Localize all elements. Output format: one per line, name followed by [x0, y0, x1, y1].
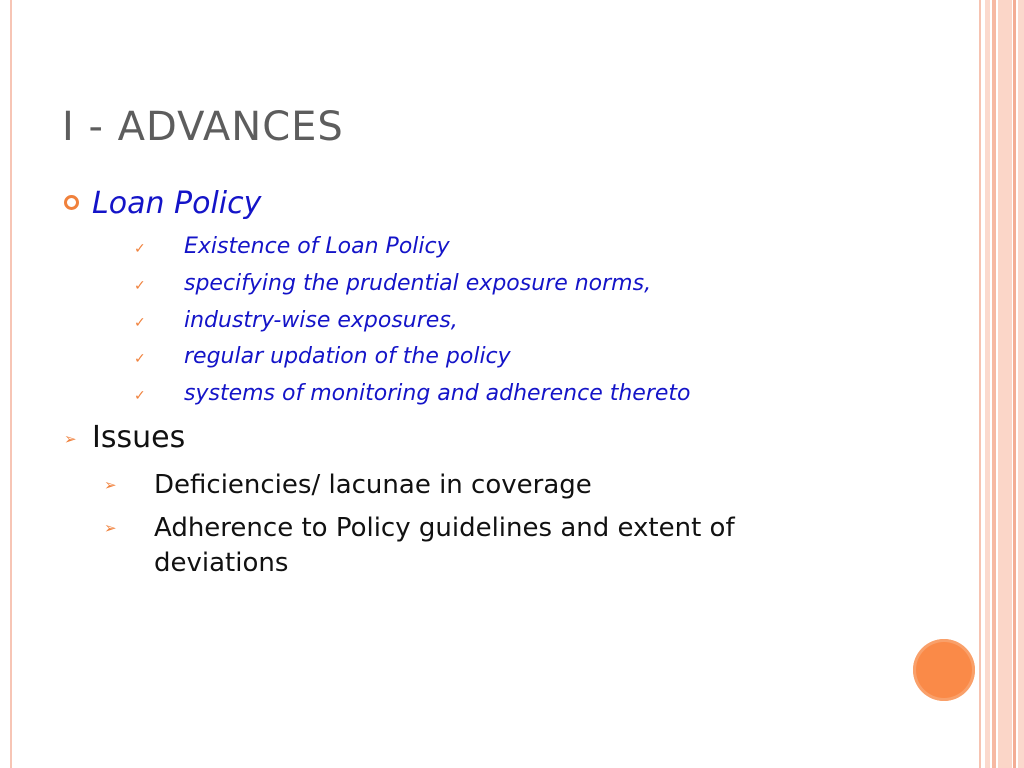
list-item-label: systems of monitoring and adherence thereto — [184, 381, 691, 406]
right-stripe — [979, 0, 981, 768]
checkmark-icon: ✓ — [134, 388, 146, 404]
arrow-bullet-icon: ➢ — [104, 519, 117, 537]
section-heading-label: Issues — [92, 420, 186, 455]
list-item — [134, 344, 511, 369]
section-heading-label: Loan Policy — [92, 186, 262, 221]
list-item-label: specifying the prudential exposure norms, — [184, 271, 652, 296]
list-item-label: regular updation of the policy — [184, 344, 511, 369]
decorative-circle — [913, 639, 975, 701]
checkmark-icon: ✓ — [134, 278, 146, 294]
right-stripe — [985, 0, 990, 768]
checkmark-icon: ✓ — [134, 351, 146, 367]
list-item — [134, 271, 651, 296]
list-item — [104, 468, 854, 503]
list-item — [134, 381, 691, 406]
section-heading-loan-policy — [62, 186, 261, 221]
list-item — [134, 234, 450, 259]
right-stripe — [992, 0, 996, 768]
list-item-label: Adherence to Policy guidelines and extent of deviations — [154, 513, 735, 578]
slide-title: I - ADVANCES — [62, 104, 344, 150]
left-border-line — [10, 0, 12, 768]
arrow-bullet-icon: ➢ — [104, 476, 117, 494]
right-stripe — [1013, 0, 1016, 768]
list-item — [134, 308, 458, 333]
list-item-label: Existence of Loan Policy — [184, 234, 450, 259]
list-item-label: Deficiencies/ lacunae in coverage — [154, 470, 592, 500]
list-item — [104, 511, 834, 581]
checkmark-icon: ✓ — [134, 315, 146, 331]
section-heading-issues — [62, 420, 185, 455]
arrow-bullet-icon: ➢ — [64, 430, 77, 448]
checkmark-icon: ✓ — [134, 241, 146, 257]
ring-bullet-icon — [64, 195, 79, 210]
list-item-label: industry-wise exposures, — [184, 308, 458, 333]
right-stripe — [998, 0, 1012, 768]
right-stripe — [1018, 0, 1024, 768]
